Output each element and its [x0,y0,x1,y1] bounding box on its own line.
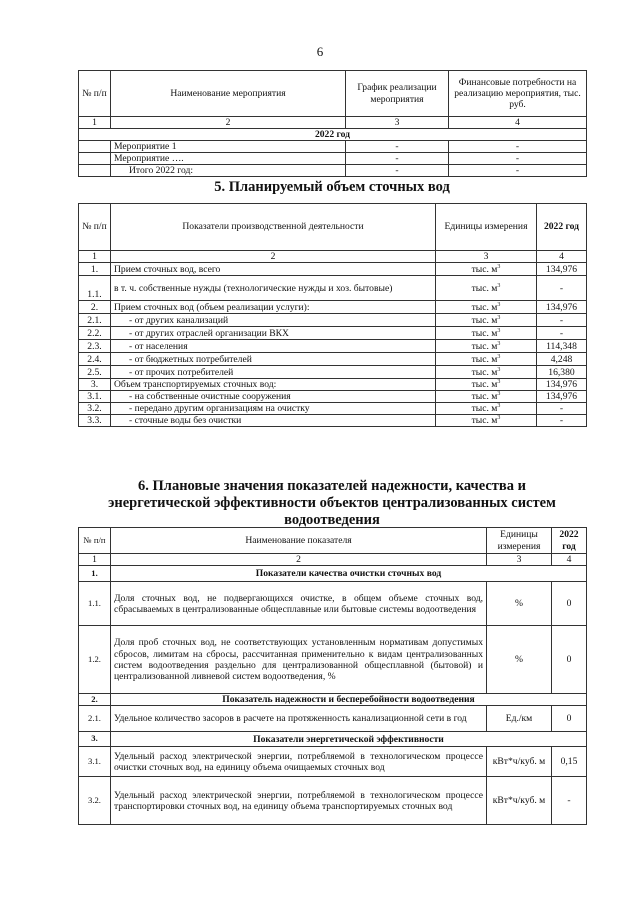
row-number: 2. [79,301,111,314]
unit [436,276,537,301]
row-number: 2.1. [79,314,111,327]
table-row [79,379,587,391]
header-cell: 2022 год [537,204,587,251]
table-row [79,391,587,403]
measure-name: Мероприятие 1 [111,141,346,153]
table-header-row [79,204,587,251]
unit-sup: 3 [497,327,501,334]
unit-text: тыс. м [471,340,498,352]
group-number: 2. [79,694,111,706]
column-number-row [79,251,587,263]
row-number: 3.1. [79,747,111,777]
table-row [79,747,587,777]
table-row [79,301,587,314]
table-row [79,314,587,327]
indicator-name: Прием сточных вод, всего [111,263,436,276]
row-number: 1. [79,263,111,276]
unit-sup: 3 [497,366,501,373]
unit-text: тыс. м [471,314,498,326]
indicators-table [78,527,587,825]
section6-title-line: 6. Плановые значения показателей надежности, качества и [138,478,526,494]
column-number-row [79,117,587,129]
value-2022: 134,976 [537,379,587,391]
row-number: 2.1. [79,706,111,732]
group-header-row [79,694,587,706]
row-number: 1.2. [79,626,111,694]
header-cell: Единицы измерения [436,204,537,251]
unit-sup: 3 [497,301,501,308]
unit-sup: 3 [497,263,501,270]
schedule: - [346,153,449,165]
row-number: 2.2. [79,327,111,340]
indicator-name: - на собственные очистные сооружения [111,391,436,403]
table-row [79,327,587,340]
group-header-row [79,566,587,582]
col-number: 3 [487,554,552,566]
indicator-name: в т. ч. собственные нужды (технологические нужды и хоз. бытовые) [111,276,436,301]
row-number: 3.2. [79,403,111,415]
indicator-name: - от других канализаций [111,314,436,327]
header-cell: Финансовые потребности на реализацию мероприятия, тыс. руб. [449,71,587,117]
table-header-row [79,71,587,117]
indicator-name: Доля проб сточных вод, не соответствующих установленным нормативам допустимых сбросов, лимитам на сбросы, рассчитанная применительно к видам централизованных систем водоотведения раздельно для централизованной общесплавной (бытовой) и централизованной ливневой систем водоотведения, % [111,626,487,694]
unit: % [487,626,552,694]
table-row [79,777,587,825]
unit-text: тыс. м [471,327,498,339]
value-2022: - [537,314,587,327]
value-2022: 0 [552,706,587,732]
header-cell: № п/п [79,528,111,554]
unit [436,366,537,379]
table-row [79,353,587,366]
header-cell: Единицы измерения [487,528,552,554]
section6-title-line: энергетической эффективности объектов централизованных систем [108,495,556,511]
unit-text: тыс. м [471,403,498,415]
header-cell: Показатели производственной деятельности [111,204,436,251]
col-number: 4 [449,117,587,129]
group-title: Показатели качества очистки сточных вод [111,566,587,582]
table-row [79,403,587,415]
value-2022: 4,248 [537,353,587,366]
measures-table [78,70,587,177]
unit [436,263,537,276]
indicator-name: Удельное количество засоров в расчете на протяженность канализационной сети в год [111,706,487,732]
indicator-name: - от бюджетных потребителей [111,353,436,366]
header-cell: № п/п [79,71,111,117]
indicator-name: - от других отраслей организации ВКХ [111,327,436,340]
indicator-name: Доля сточных вод, не подвергающихся очистке, в общем объеме сточных вод, сбрасываемых в централизованные общесплавные или бытовые системы водоотведения [111,582,487,626]
group-title: Показатели энергетической эффективности [111,732,587,747]
finance: - [449,141,587,153]
schedule: - [346,165,449,177]
wastewater-volume-table [78,203,587,427]
table-header-row [79,528,587,554]
unit-sup: 3 [497,402,501,409]
value-2022: 0 [552,582,587,626]
unit-sup: 3 [497,353,501,360]
unit-sup: 3 [497,340,501,347]
value-2022: 0,15 [552,747,587,777]
unit-sup: 3 [497,390,501,397]
value-2022: - [537,276,587,301]
header-cell: График реализации мероприятия [346,71,449,117]
unit-sup: 3 [497,414,501,421]
section6-title-line: водоотведения [284,512,380,528]
unit [436,379,537,391]
table-row [79,706,587,732]
value-2022: 134,976 [537,301,587,314]
unit-text: тыс. м [471,415,498,427]
unit: Ед./км [487,706,552,732]
table-row [79,582,587,626]
indicator-name: - от прочих потребителей [111,366,436,379]
year-row: 2022 год [79,129,587,141]
row-number: 2.5. [79,366,111,379]
indicator-name: - передано другим организациям на очистку [111,403,436,415]
value-2022: - [537,415,587,427]
group-number: 1. [79,566,111,582]
table-row [79,276,587,301]
group-header-row [79,732,587,747]
indicator-name: Удельный расход электрической энергии, потребляемой в технологическом процессе транспортировки сточных вод, на единицу объема транспортируемых сточных вод [111,777,487,825]
unit-text: тыс. м [471,391,498,403]
unit: кВт*ч/куб. м [487,777,552,825]
unit [436,353,537,366]
measure-name: Мероприятие …. [111,153,346,165]
row-number: 2.3. [79,340,111,353]
section5-title: 5. Планируемый объем сточных вод [214,179,450,195]
unit [436,403,537,415]
unit-text: тыс. м [471,282,498,294]
value-2022: - [537,403,587,415]
header-cell: Наименование мероприятия [111,71,346,117]
unit: кВт*ч/куб. м [487,747,552,777]
unit-text: тыс. м [471,353,498,365]
unit [436,415,537,427]
col-number: 1 [79,251,111,263]
unit-sup: 3 [497,378,501,385]
table-row [79,165,587,177]
unit-text: тыс. м [471,263,498,275]
row-number: 3.1. [79,391,111,403]
col-number: 1 [79,554,111,566]
row-number: 2.4. [79,353,111,366]
value-2022: - [537,327,587,340]
header-cell: № п/п [79,204,111,251]
col-number: 4 [537,251,587,263]
table-row [79,141,587,153]
header-cell: Наименование показателя [111,528,487,554]
row-number: 1.1. [79,582,111,626]
col-number: 2 [111,117,346,129]
finance: - [449,165,587,177]
col-number: 3 [346,117,449,129]
row-number: 1.1. [79,276,111,301]
finance: - [449,153,587,165]
unit-sup: 3 [497,314,501,321]
unit-text: тыс. м [471,301,498,313]
unit [436,314,537,327]
row-number: 3.3. [79,415,111,427]
value-2022: 16,380 [537,366,587,379]
value-2022: 134,976 [537,263,587,276]
indicator-name: Прием сточных вод (объем реализации услуги): [111,301,436,314]
page-number: 6 [316,44,324,59]
section6-title [78,478,586,529]
col-number: 3 [436,251,537,263]
schedule: - [346,141,449,153]
table-row [79,366,587,379]
indicator-name: - сточные воды без очистки [111,415,436,427]
value-2022: - [552,777,587,825]
table-row [79,263,587,276]
unit [436,391,537,403]
table-row [79,340,587,353]
col-number: 1 [79,117,111,129]
group-title: Показатель надежности и бесперебойности водоотведения [111,694,587,706]
header-cell: 2022 год [552,528,587,554]
unit-text: тыс. м [471,366,498,378]
col-number: 2 [111,554,487,566]
col-number: 2 [111,251,436,263]
unit [436,340,537,353]
indicator-name: Удельный расход электрической энергии, потребляемой в технологическом процессе очистки сточных вод, на единицу объема очищаемых сточных вод [111,747,487,777]
unit [436,301,537,314]
measure-name: Итого 2022 год: [111,165,346,177]
value-2022: 0 [552,626,587,694]
row-number: 3. [79,379,111,391]
table-row [79,153,587,165]
value-2022: 134,976 [537,391,587,403]
group-number: 3. [79,732,111,747]
unit-sup: 3 [497,282,501,289]
col-number: 4 [552,554,587,566]
unit: % [487,582,552,626]
unit [436,327,537,340]
table-row [79,626,587,694]
row-number: 3.2. [79,777,111,825]
indicator-name: - от населения [111,340,436,353]
value-2022: 114,348 [537,340,587,353]
column-number-row [79,554,587,566]
indicator-name: Объем транспортируемых сточных вод: [111,379,436,391]
unit-text: тыс. м [471,379,498,391]
table-row [79,415,587,427]
